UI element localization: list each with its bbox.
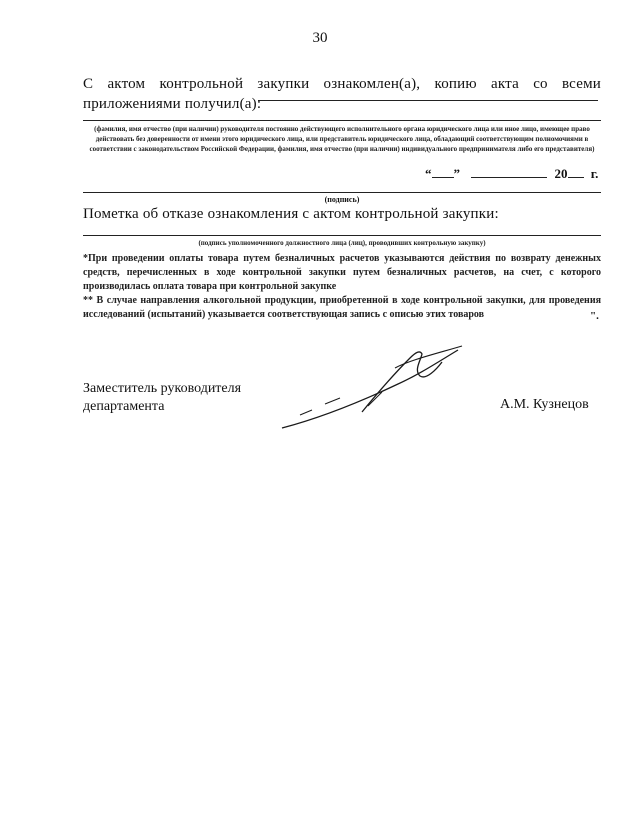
signatory-name: А.М. Кузнецов (500, 397, 589, 412)
refusal-rule (83, 235, 601, 236)
footnote-2: ** В случае направления алкогольной продукции, приобретенной в ходе контрольной закупки, для проведения исследований (испытаний) указывается соответствующая запись с описью этих товаров (83, 295, 601, 320)
representative-caption: (фамилия, имя отчество (при наличии) руководителя постоянно действующего исполнительного органа юридического лица или иное лицо, имеющее право действовать без доверенности от имени этого юридического лица, или представитель юридического лица, обладающий соответствующим полномочиями в соответствии с законодательством Российской Федерации, фамилия, имя отчество (при наличии) индивидуального предпринимателя либо его представителя) (89, 125, 595, 153)
date-open-quote: “ (425, 166, 432, 181)
year-fill-line (568, 165, 584, 178)
signatory-role-line-2: департамента (83, 399, 165, 414)
date-field (425, 165, 598, 182)
caption-top-rule (83, 120, 601, 121)
signatory-role-line-1: Заместитель руководителя (83, 381, 242, 396)
footnote-1: *При проведении оплаты товара путем безналичных расчетов указываются действия по возврату денежных средств, перечисленных в ходе контрольной закупки путем безналичных расчетов, на счет, с которого производилась оплата товара при контрольной закупке (83, 253, 601, 292)
year-suffix: г. (590, 166, 599, 181)
date-close-quote: ” (453, 166, 460, 181)
receiver-fill-line (258, 100, 598, 101)
day-fill-line (432, 165, 454, 178)
signature-caption: (подпись) (324, 195, 360, 204)
handwritten-signature (270, 340, 480, 435)
refusal-caption: (подпись уполномоченного должностного лица (лиц), проводивших контрольную закупку) (198, 239, 486, 247)
footnotes (83, 252, 601, 322)
refusal-heading: Пометка об отказе ознакомления с актом контрольной закупки: (83, 206, 499, 222)
month-fill-line (471, 165, 547, 178)
acknowledgement-line-2: приложениями получил(а): (83, 96, 262, 112)
acknowledgement-text (83, 74, 601, 114)
acknowledgement-line-1: С актом контрольной закупки ознакомлен(а), копию акта со всеми (83, 76, 601, 92)
signatory-role (83, 380, 241, 416)
closing-quote: ". (590, 310, 599, 322)
page-number: 30 (312, 30, 328, 46)
signature-rule (83, 192, 601, 193)
year-prefix: 20 (554, 166, 568, 181)
